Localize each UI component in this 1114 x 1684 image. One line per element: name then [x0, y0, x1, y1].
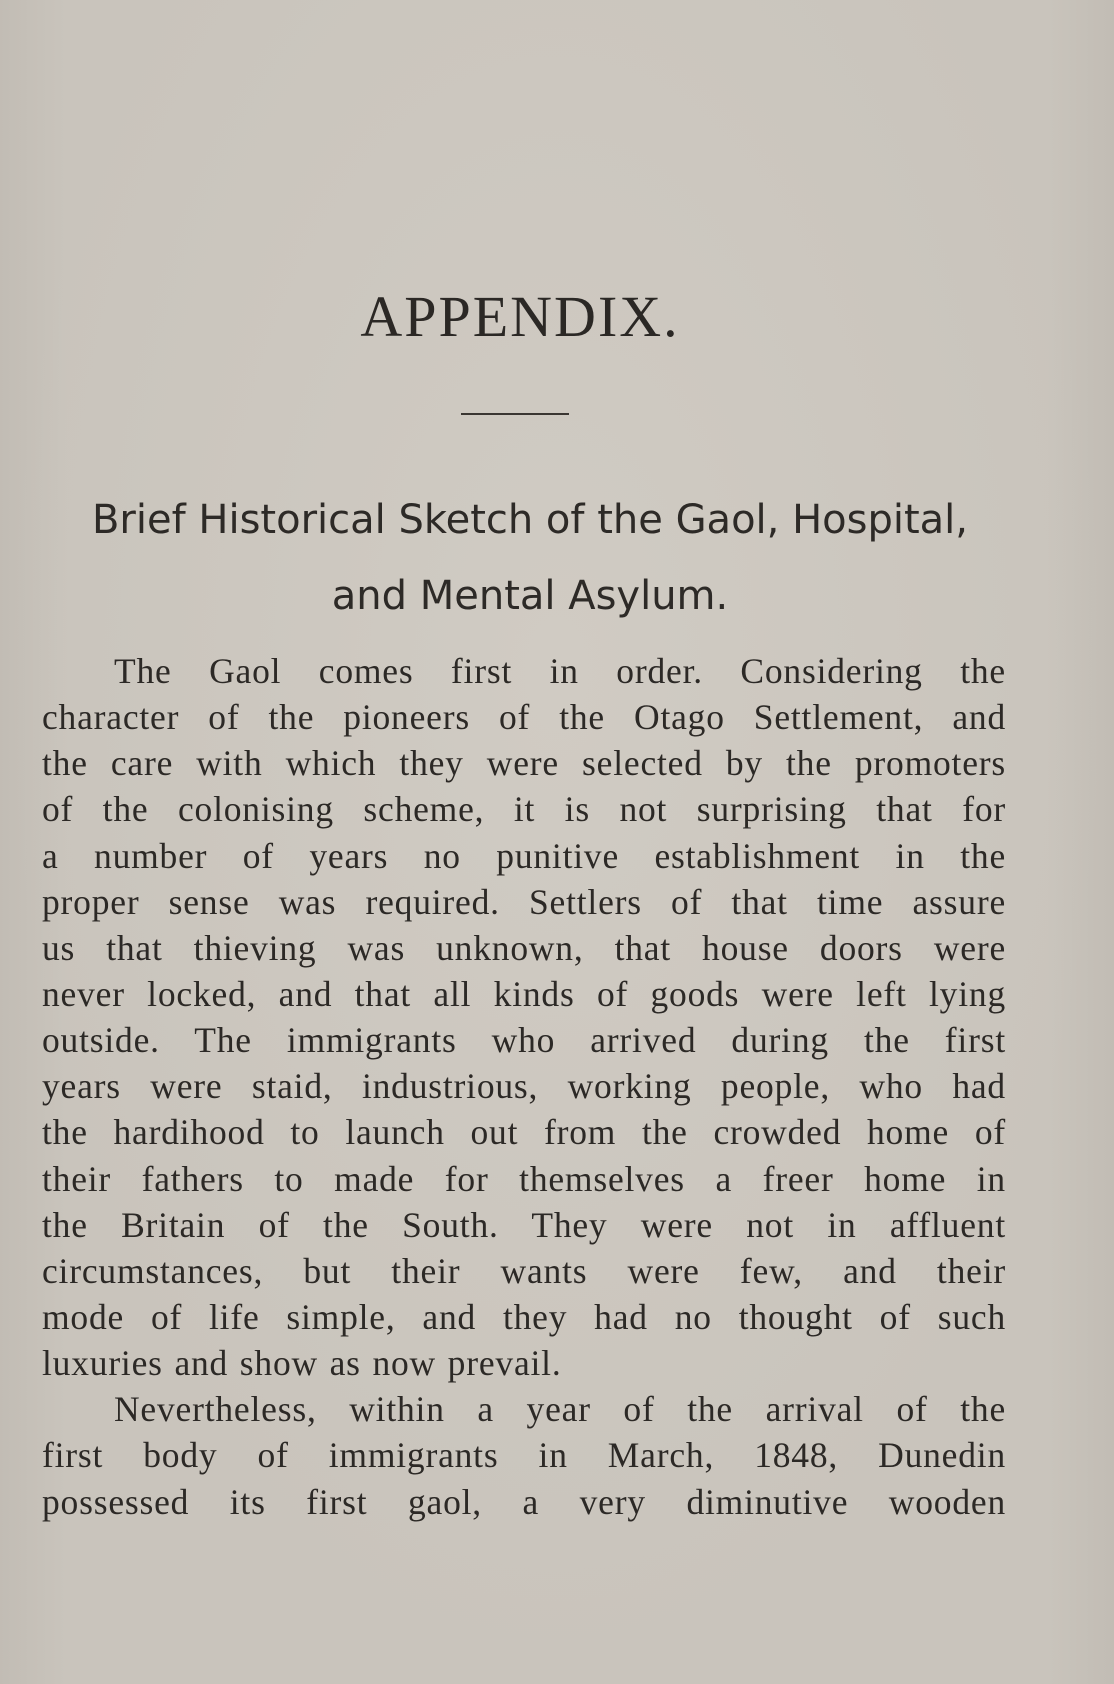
- text-line: mode of life simple, and they had no thought of such: [42, 1296, 1006, 1337]
- text-line: never locked, and that all kinds of goods were left lying: [42, 973, 1006, 1014]
- paragraph-2: [42, 1386, 1006, 1524]
- section-title: [40, 482, 1020, 634]
- paragraph-1: [42, 648, 1006, 1386]
- section-title-line-2: and Mental Asylum.: [331, 573, 729, 619]
- text-line: the hardihood to launch out from the crowded home of: [42, 1112, 1006, 1153]
- text-line: years were staid, industrious, working people, who had: [42, 1066, 1006, 1107]
- heading-rule: [461, 413, 569, 415]
- text-line: a number of years no punitive establishment in the: [42, 835, 1006, 876]
- text-line: proper sense was required. Settlers of that time assure: [42, 881, 1006, 922]
- section-title-line-1: Brief Historical Sketch of the Gaol, Hospital,: [91, 497, 969, 543]
- text-line: Nevertheless, within a year of the arrival of the: [114, 1389, 1006, 1430]
- text-line: circumstances, but their wants were few, and their: [42, 1250, 1006, 1291]
- body-text: [42, 648, 1006, 1525]
- text-line: their fathers to made for themselves a freer home in: [42, 1158, 1006, 1199]
- text-line: the Britain of the South. They were not in affluent: [42, 1204, 1006, 1245]
- text-line: the care with which they were selected by the promoters: [42, 743, 1006, 784]
- text-line: first body of immigrants in March, 1848, Dunedin: [42, 1435, 1006, 1476]
- text-line: luxuries and show as now prevail.: [42, 1343, 562, 1384]
- text-line: character of the pioneers of the Otago Settlement, and: [42, 697, 1006, 738]
- text-line: outside. The immigrants who arrived during the first: [42, 1020, 1006, 1061]
- text-line: of the colonising scheme, it is not surprising that for: [42, 789, 1006, 830]
- text-line: The Gaol comes first in order. Considering the: [114, 651, 1006, 691]
- page-heading: APPENDIX.: [360, 284, 680, 349]
- text-line: possessed its first gaol, a very diminutive wooden: [42, 1481, 1006, 1522]
- text-line: us that thieving was unknown, that house doors were: [42, 927, 1006, 968]
